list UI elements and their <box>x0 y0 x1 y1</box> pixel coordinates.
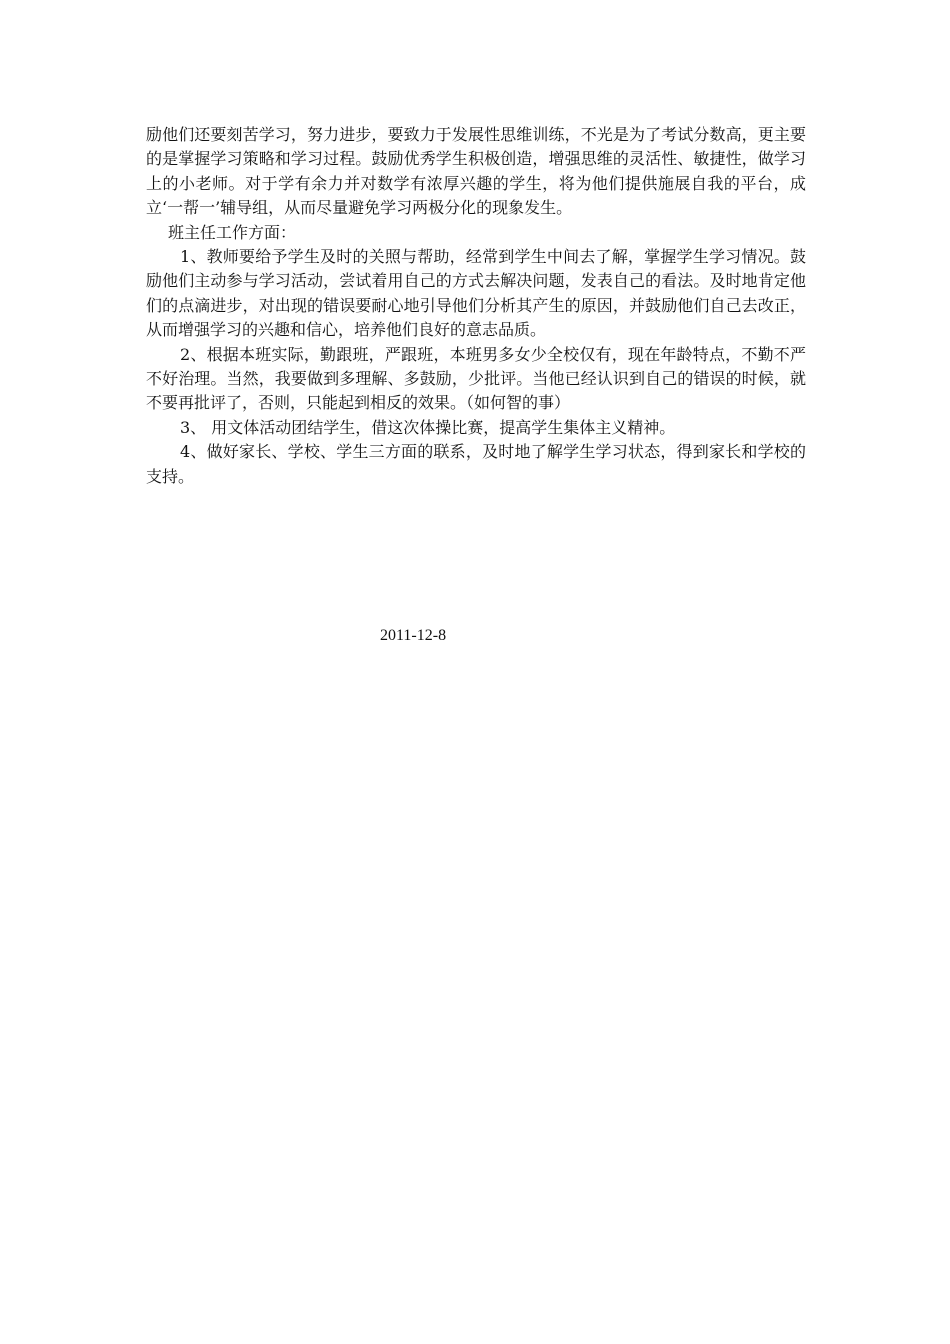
paragraph-continuation: 励他们还要刻苦学习，努力进步，要致力于发展性思维训练，不光是为了考试分数高，更主要的是掌握学习策略和学习过程。鼓励优秀学生积极创造，增强思维的灵活性、敏捷性，做学习上的小老师。对于学有余力并对数学有浓厚兴趣的学生，将为他们提供施展自我的平台，成立‘一帮一’辅导组，从而尽量避免学习两极分化的现象发生。 <box>146 125 806 218</box>
document-body <box>146 123 806 489</box>
document-date: 2011-12-8 <box>380 627 447 644</box>
list-item-1: 1、教师要给予学生及时的关照与帮助，经常到学生中间去了解，掌握学生学习情况。鼓励他们主动参与学习活动，尝试着用自己的方式去解决问题，发表自己的看法。及时地肯定他们的点滴进步，对出现的错误要耐心地引导他们分析其产生的原因，并鼓励他们自己去改正，从而增强学习的兴趣和信心，培养他们良好的意志品质。 <box>146 247 806 340</box>
list-item-2: 2、根据本班实际，勤跟班，严跟班，本班男多女少全校仅有，现在年龄特点，不勤不严不好治理。当然，我要做到多理解、多鼓励，少批评。当他已经认识到自己的错误的时候，就不要再批评了，否则，只能起到相反的效果。（如何智的事） <box>146 344 806 413</box>
list-item-3: 3、 用文体活动团结学生，借这次体操比赛，提高学生集体主义精神。 <box>180 417 676 437</box>
section-heading-head-teacher-work: 班主任工作方面： <box>168 222 297 242</box>
list-item-4: 4、做好家长、学校、学生三方面的联系，及时地了解学生学习状态，得到家长和学校的支持。 <box>146 442 806 486</box>
